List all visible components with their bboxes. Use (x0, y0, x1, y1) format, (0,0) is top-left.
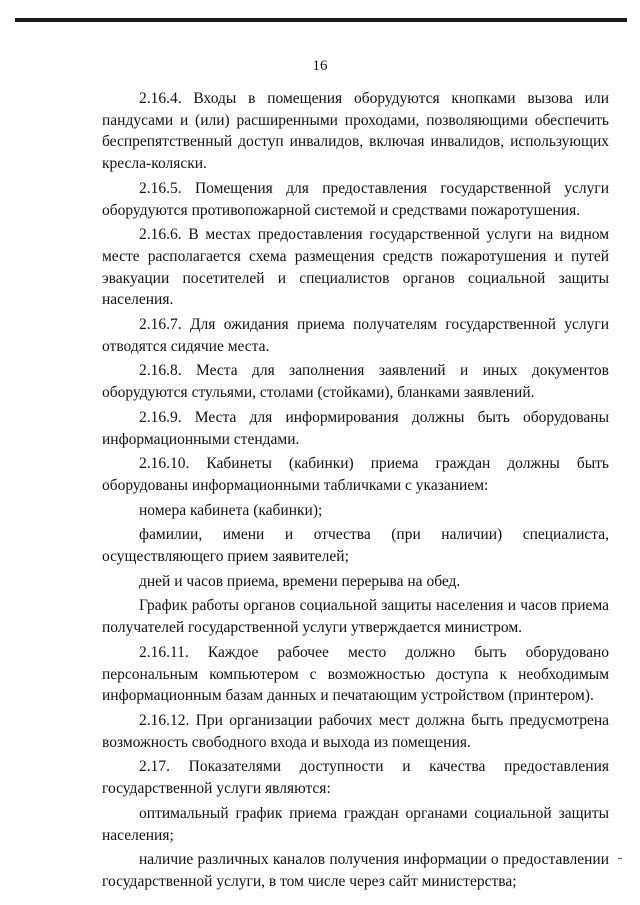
list-item-reception-hours: дней и часов приема, времени перерыва на обед. (139, 572, 461, 590)
list-item-optimal-schedule: оптимальный график приема граждан органами социальной защиты населения; (102, 804, 609, 844)
list-item-specialist-name: фамилии, имени и отчества (при наличии) специалиста, осуществляющего прием заявителей; (102, 526, 609, 566)
paragraph-2-16-5: 2.16.5. Помещения для предоставления государственной услуги оборудуются противопожарной системой и средствами пожаротушения. (102, 179, 609, 219)
document-body (102, 88, 609, 896)
top-rule (15, 18, 627, 22)
paragraph-2-16-9: 2.16.9. Места для информирования должны быть оборудованы информационными стендами. (102, 408, 609, 448)
paragraph-2-16-10: 2.16.10. Кабинеты (кабинки) приема граждан должны быть оборудованы информационными табличками с указанием: (102, 455, 609, 494)
paragraph-2-16-12: 2.16.12. При организации рабочих мест должна быть предусмотрена возможность свободного входа и выхода из помещения. (102, 711, 609, 751)
paragraph-2-16-8: 2.16.8. Места для заполнения заявлений и иных документов оборудуются стульями, столами (стойками), бланками заявлений. (102, 362, 609, 402)
paragraph-2-16-4: 2.16.4. Входы в помещения оборудуются кнопками вызова или пандусами и (или) расширенными проходами, позволяющими обеспечить беспрепятственный доступ инвалидов, включая инвалидов, использующих кресла-коляски. (102, 90, 609, 173)
list-item-room-number: номера кабинета (кабинки); (139, 501, 323, 519)
paragraph-work-schedule: График работы органов социальной защиты населения и часов приема получателей государственной услуги утверждается министром. (102, 597, 609, 637)
paragraph-2-16-6: 2.16.6. В местах предоставления государственной услуги на видном месте располагается схема размещения средств пожаротушения и путей эвакуации посетителей и специалистов органов социальной защиты населения. (102, 226, 609, 309)
scan-mark (618, 858, 622, 859)
paragraph-2-16-11: 2.16.11. Каждое рабочее место должно быть оборудовано персональным компьютером с возможностью доступа к необходимым информационным базам данных и печатающим устройством (принтером). (102, 643, 609, 705)
paragraph-2-16-7: 2.16.7. Для ожидания приема получателям государственной услуги отводятся сидячие места. (102, 316, 609, 355)
page-number: 16 (312, 58, 328, 74)
list-item-information-channels: наличие различных каналов получения информации о предоставлении государственной услуги, в том числе через сайт министерства; (102, 851, 609, 890)
paragraph-2-17: 2.17. Показателями доступности и качества предоставления государственной услуги являются: (102, 758, 609, 798)
